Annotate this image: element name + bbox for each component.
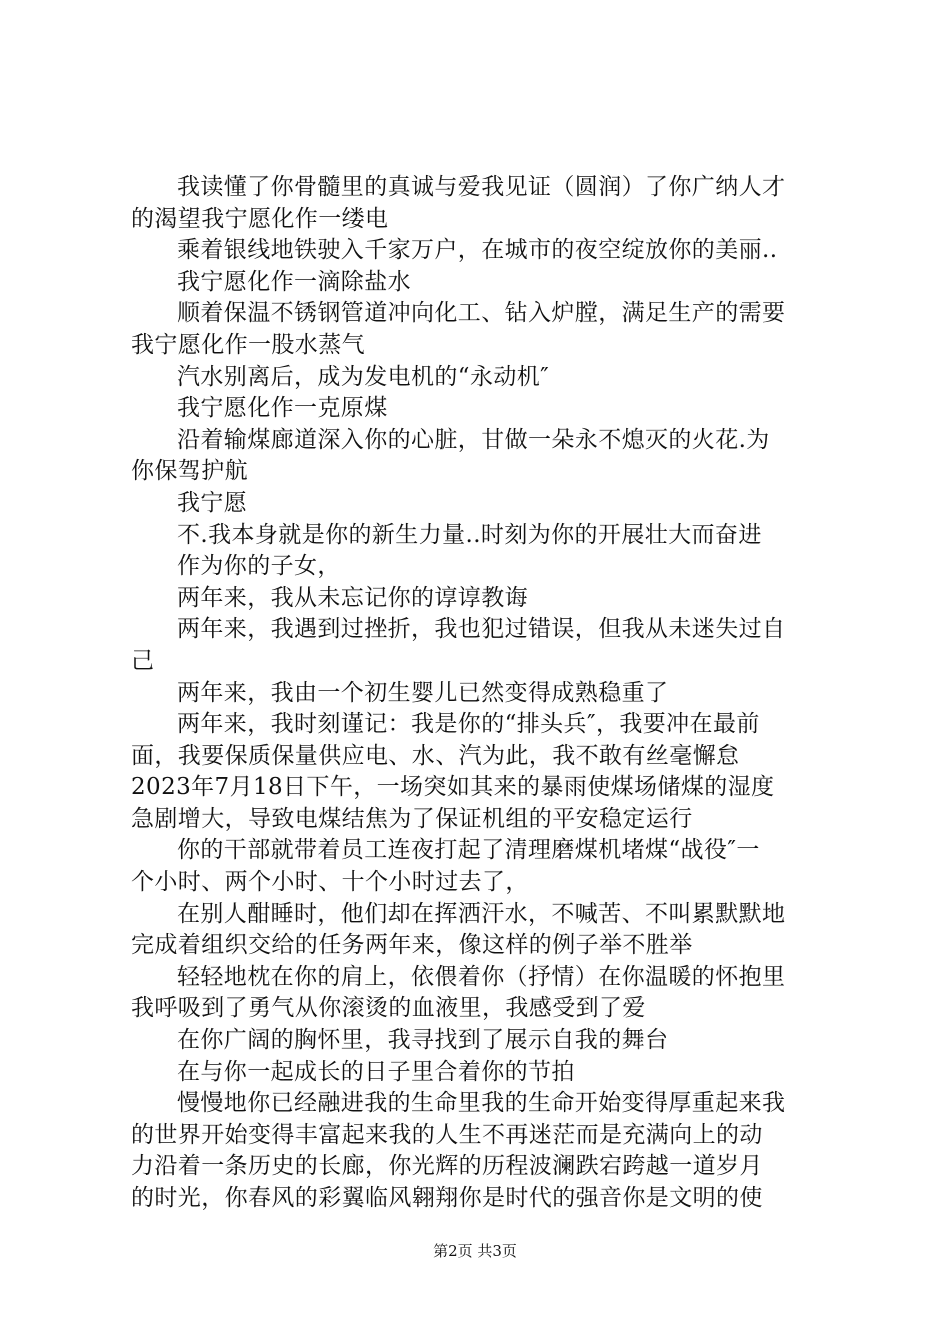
text-line: 面，我要保质保量供应电、水、汽为此，我不敢有丝毫懈怠 xyxy=(131,742,740,769)
text-line: 的渴望我宁愿化作一缕电 xyxy=(131,205,389,232)
text-line: 汽水别离后，成为发电机的“永动机″ xyxy=(177,363,550,390)
text-line: 2023年7月18日下午，一场突如其来的暴雨使煤场储煤的湿度 xyxy=(131,774,775,801)
text-line: 完成着组织交给的任务两年来，像这样的例子举不胜举 xyxy=(131,932,693,959)
text-line: 作为你的子女， xyxy=(177,553,341,580)
text-line: 你保驾护航 xyxy=(131,458,248,485)
text-line: 在别人酣睡时，他们却在挥洒汗水，不喊苦、不叫累默默地 xyxy=(177,900,786,927)
text-line: 的时光，你春风的彩翼临风翱翔你是时代的强音你是文明的使 xyxy=(131,1185,763,1211)
text-line: 两年来，我从未忘记你的谆谆教诲 xyxy=(177,584,528,611)
text-line: 轻轻地枕在你的肩上，依偎着你（抒情）在你温暖的怀抱里 xyxy=(177,963,786,990)
text-line: 个小时、两个小时、十个小时过去了， xyxy=(131,869,529,896)
text-line: 在你广阔的胸怀里，我寻找到了展示自我的舞台 xyxy=(177,1027,669,1054)
text-line: 乘着银线地铁驶入千家万户，在城市的夜空绽放你的美丽.. xyxy=(177,237,778,264)
text-line: 两年来，我由一个初生婴儿已然变得成熟稳重了 xyxy=(177,679,669,706)
text-line: 我宁愿化作一克原煤 xyxy=(177,395,388,422)
page-footer: 第2页 共3页 xyxy=(433,1242,517,1260)
text-line: 沿着输煤廊道深入你的心脏，甘做一朵永不熄灭的火花.为 xyxy=(177,426,770,453)
text-line: 顺着保温不锈钢管道冲向化工、钻入炉膛，满足生产的需要 xyxy=(177,300,786,327)
text-line: 力沿着一条历史的长廊，你光辉的历程波澜跌宕跨越一道岁月 xyxy=(131,1153,763,1180)
text-line: 我宁愿化作一滴除盐水 xyxy=(177,268,411,295)
text-line: 己 xyxy=(131,647,155,674)
text-line: 急剧增大，导致电煤结焦为了保证机组的平安稳定运行 xyxy=(131,805,693,832)
text-line: 两年来，我遇到过挫折，我也犯过错误，但我从未迷失过自 xyxy=(177,616,786,643)
text-line: 在与你一起成长的日子里合着你的节拍 xyxy=(177,1058,575,1085)
text-line: 慢慢地你已经融进我的生命里我的生命开始变得厚重起来我 xyxy=(177,1090,786,1117)
document-body xyxy=(131,172,831,1215)
text-line: 我读懂了你骨髓里的真诚与爱我见证（圆润）了你广纳人才 xyxy=(177,174,786,200)
text-line: 我宁愿化作一股水蒸气 xyxy=(131,331,365,358)
text-line: 我宁愿 xyxy=(177,489,248,516)
text-line: 你的干部就带着员工连夜打起了清理磨煤机堵煤“战役″一 xyxy=(177,837,760,864)
text-line: 的世界开始变得丰富起来我的人生不再迷茫而是充满向上的动 xyxy=(131,1121,763,1148)
text-line: 不.我本身就是你的新生力量..时刻为你的开展壮大而奋进 xyxy=(177,521,762,548)
text-line: 两年来，我时刻谨记：我是你的“排头兵″，我要冲在最前 xyxy=(177,711,760,738)
text-line: 我呼吸到了勇气从你滚烫的血液里，我感受到了爱 xyxy=(131,995,646,1022)
